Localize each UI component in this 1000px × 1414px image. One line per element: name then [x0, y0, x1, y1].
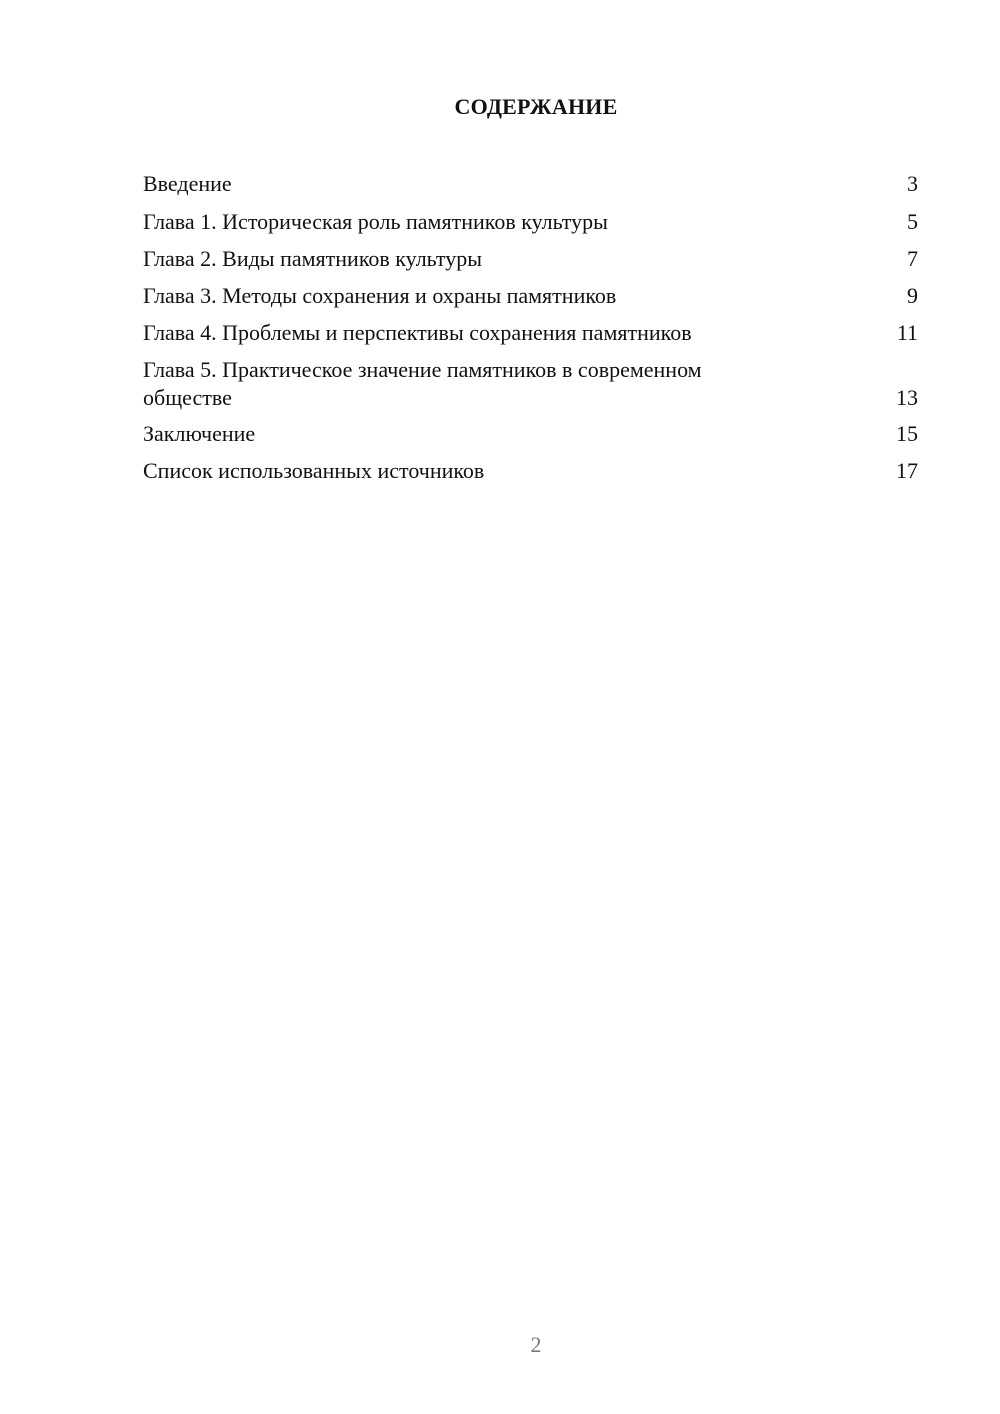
toc-entry-page: 7: [907, 246, 918, 271]
toc-entry-bibliography: [143, 457, 918, 485]
toc-entry-label: Глава 3. Методы сохранения и охраны памятников: [143, 283, 617, 308]
toc-entry-conclusion: [143, 420, 918, 448]
toc-entry-chapter-3: [143, 282, 918, 310]
page-number: 2: [530, 1332, 542, 1357]
toc-entry-page: 5: [907, 209, 918, 234]
toc-entry-label: Введение: [143, 171, 232, 196]
toc-entry-introduction: [143, 170, 918, 198]
toc-entry-label: Глава 4. Проблемы и перспективы сохранения памятников: [143, 320, 692, 345]
toc-entry-label: Заключение: [143, 421, 256, 446]
toc-entry-chapter-2: [143, 245, 918, 273]
toc-entry-page: 11: [896, 320, 918, 345]
toc-entry-page: 3: [907, 171, 918, 196]
toc-entry-label: Глава 5. Практическое значение памятников в современном обществе: [143, 357, 702, 410]
page-title: СОДЕРЖАНИЕ: [454, 94, 618, 119]
toc-entry-page: 17: [896, 458, 918, 483]
toc-entry-chapter-5: [143, 356, 918, 412]
toc-entry-label: Список использованных источников: [143, 458, 485, 483]
toc-entry-chapter-1: [143, 208, 918, 236]
toc-entry-chapter-4: [143, 319, 918, 347]
toc-entry-page: 9: [907, 283, 918, 308]
toc-entry-page: 13: [896, 385, 918, 410]
toc-entry-page: 15: [896, 421, 918, 446]
toc-entry-label: Глава 2. Виды памятников культуры: [143, 246, 482, 271]
toc-entry-label: Глава 1. Историческая роль памятников культуры: [143, 209, 608, 234]
